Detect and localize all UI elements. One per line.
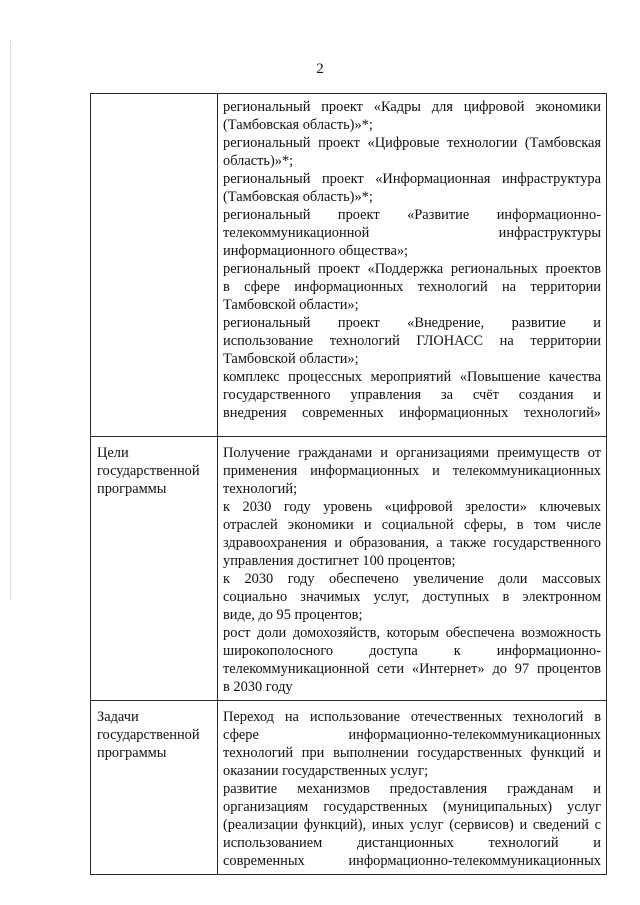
content-line: Получение гражданами и организациями преимуществ от [223, 445, 601, 461]
content-line: (Тамбовская область)»*; [223, 189, 373, 205]
table-row-projects [91, 94, 607, 437]
content-line: использование технологий ГЛОНАСС на территории [223, 333, 601, 349]
content-line: региональный проект «Внедрение, развитие и [223, 315, 601, 331]
content-line: технологий; [223, 481, 298, 497]
content-line: телекоммуникационной сети «Интернет» до 97 процентов [223, 661, 601, 677]
content-cell-projects [218, 94, 607, 437]
content-line: Тамбовской области»; [223, 297, 359, 313]
content-line: здравоохранения и образования, а также государственного [223, 535, 601, 551]
content-line: региональный проект «Цифровые технологии (Тамбовская [223, 135, 601, 151]
content-line: телекоммуникационной инфраструктуры [223, 225, 601, 241]
content-line: развитие механизмов предоставления гражданам и [223, 781, 601, 797]
content-line: региональный проект «Кадры для цифровой экономики [223, 99, 601, 115]
content-line: (реализации функций), иных услуг (сервисов) и сведений с [223, 817, 601, 833]
table-row-goals [91, 437, 607, 701]
content-line: региональный проект «Развитие информационно- [223, 207, 601, 223]
table-row-tasks [91, 701, 607, 875]
content-line: в 2030 году [223, 679, 293, 695]
content-line: (Тамбовская область)»*; [223, 117, 373, 133]
row-label-line: программы [97, 481, 167, 497]
margin-scan-mark [10, 40, 12, 600]
content-line: информационного общества»; [223, 243, 409, 259]
page-number: 2 [316, 61, 324, 77]
content-line: оказании государственных услуг; [223, 763, 429, 779]
content-line: современных информационно-телекоммуникационных [223, 853, 601, 869]
content-line: региональный проект «Информационная инфраструктура [223, 171, 601, 187]
content-line: виде, до 95 процентов; [223, 607, 363, 623]
content-line: широкополосного доступа к информационно- [223, 643, 601, 659]
content-line: к 2030 году обеспечено увеличение доли массовых [223, 571, 601, 587]
content-line: сфере информационно-телекоммуникационных [223, 727, 601, 743]
content-line: к 2030 году уровень «цифровой зрелости» ключевых [223, 499, 601, 515]
row-label-line: государственной [97, 463, 200, 479]
content-line: региональный проект «Поддержка региональных проектов [223, 261, 601, 277]
content-line: управления достигнет 100 процентов; [223, 553, 456, 569]
content-line: в сфере информационных технологий на территории [223, 279, 601, 295]
content-line: отраслей экономики и социальной сферы, в том числе [223, 517, 601, 533]
row-label-line: Цели [97, 445, 129, 461]
content-line: Тамбовской области»; [223, 351, 359, 367]
content-line: использованием дистанционных технологий и [223, 835, 601, 851]
content-line: область)»*; [223, 153, 294, 169]
content-line: внедрения современных информационных технологий» [223, 405, 601, 421]
row-label-line: программы [97, 745, 167, 761]
content-line: государственного управления за счёт создания и [223, 387, 601, 403]
label-cell-goals [91, 437, 218, 701]
content-cell-goals [218, 437, 607, 701]
content-line: применения информационных и телекоммуникационных [223, 463, 601, 479]
row-label-line: Задачи [97, 709, 139, 725]
content-line: Переход на использование отечественных технологий в [223, 709, 601, 725]
row-label-line: государственной [97, 727, 200, 743]
label-cell-tasks [91, 701, 218, 875]
content-cell-tasks [218, 701, 607, 875]
label-cell-empty [91, 94, 218, 437]
content-line: социально значимых услуг, доступных в электронном [223, 589, 601, 605]
content-line: организациям государственных (муниципальных) услуг [223, 799, 601, 815]
program-passport-table [90, 93, 607, 875]
content-line: технологий при выполнении государственных функций и [223, 745, 601, 761]
content-line: комплекс процессных мероприятий «Повышение качества [223, 369, 601, 385]
content-line: рост доли домохозяйств, которым обеспечена возможность [223, 625, 601, 641]
